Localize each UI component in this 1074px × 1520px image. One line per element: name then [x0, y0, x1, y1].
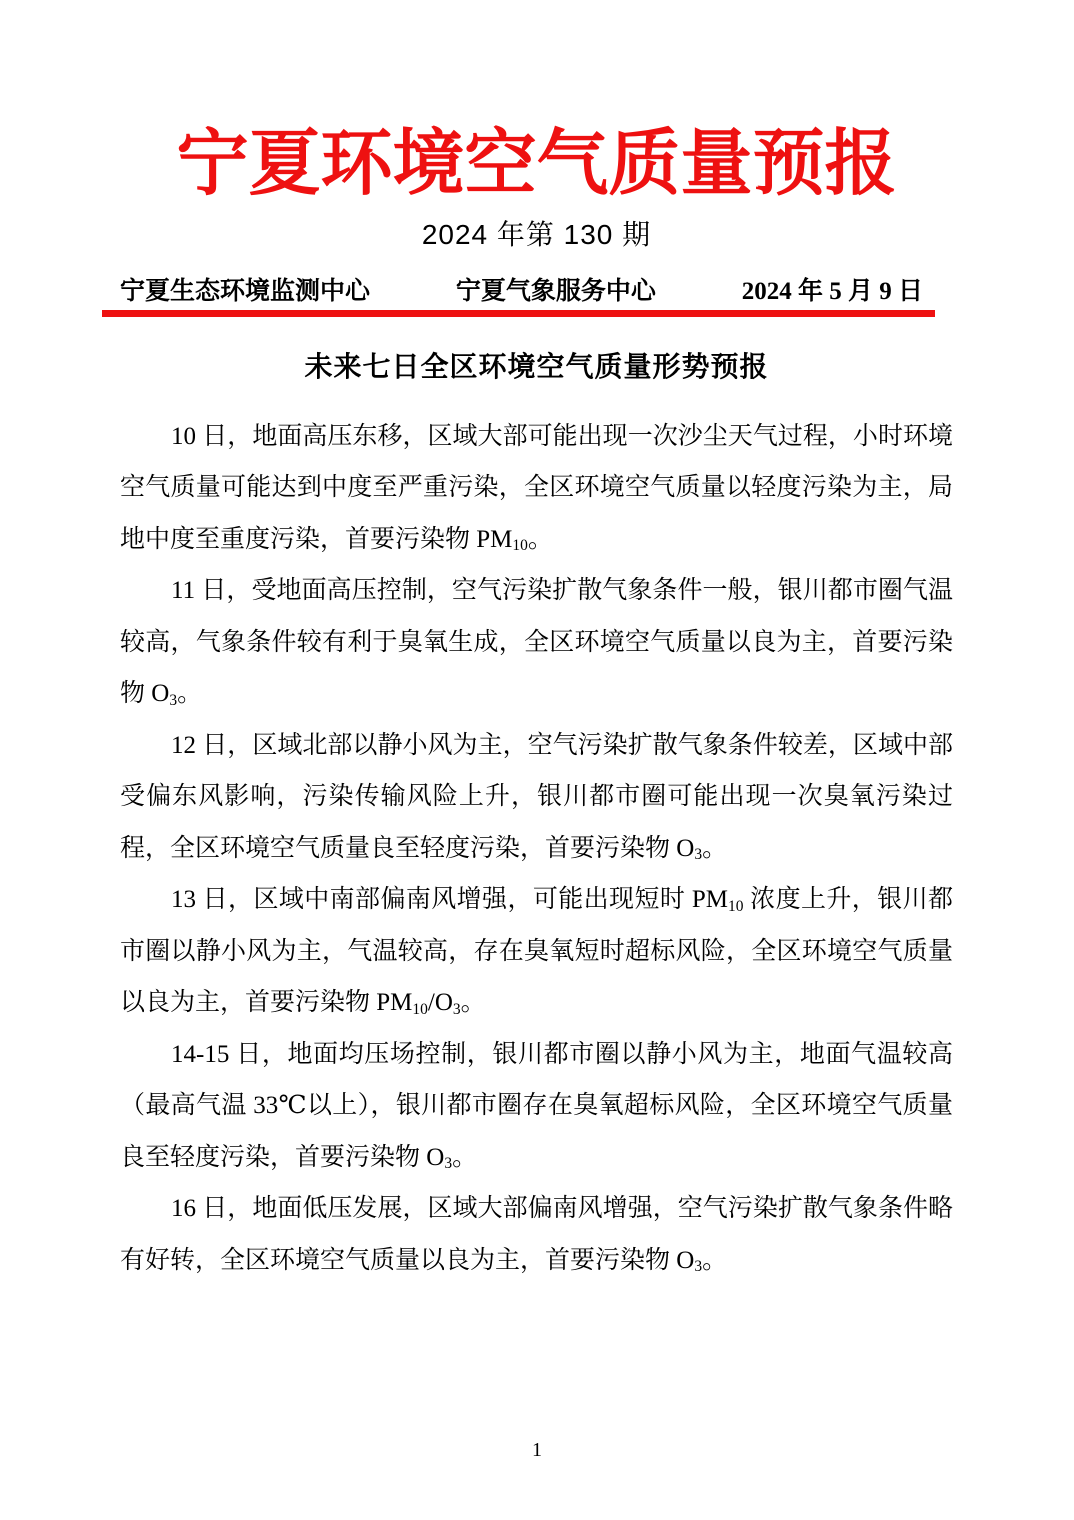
paragraph-text: 。	[702, 834, 728, 862]
pollutant-subscript: 3	[444, 1155, 453, 1173]
pollutant-subscript: 3	[694, 1258, 703, 1276]
header-info-row	[120, 276, 953, 307]
paragraph-text: 。	[452, 1143, 478, 1171]
forecast-paragraph	[120, 565, 953, 720]
paragraph-text: 11 日，受地面高压控制，空气污染扩散气象条件一般，银川都市圈气温较高，气象条件较有利于臭氧生成，全区环境空气质量以良为主，首要污染物 O	[120, 577, 953, 708]
paragraph-text: 16 日，地面低压发展，区域大部偏南风增强，空气污染扩散气象条件略有好转，全区环境空气质量以良为主，首要污染物 O	[120, 1195, 953, 1274]
pollutant-subscript: 10	[512, 537, 528, 555]
pollutant-subscript: 3	[452, 1000, 461, 1018]
paragraph-text: /O	[427, 989, 453, 1017]
paragraph-text: 浓度上升，银川都市圈以静小风为主，气温较高，存在臭氧短时超标风险，全区环境空气质量以良为主，首要污染物 PM	[120, 886, 953, 1017]
paragraph-text: 13 日，区域中南部偏南风增强，可能出现短时 PM	[171, 886, 729, 914]
page-number: 1	[532, 1439, 542, 1461]
pollutant-subscript: 10	[412, 1000, 428, 1018]
forecast-paragraph	[120, 411, 953, 566]
pollutant-subscript: 3	[694, 846, 703, 864]
section-title: 未来七日全区环境空气质量形势预报	[304, 351, 769, 383]
forecast-paragraph	[120, 874, 953, 1029]
issue-date: 2024 年 5 月 9 日	[741, 277, 923, 305]
paragraph-text: 。	[527, 525, 553, 553]
paragraph-text: 12 日，区域北部以静小风为主，空气污染扩散气象条件较差，区域中部受偏东风影响，污染传输风险上升，银川都市圈可能出现一次臭氧污染过程，全区环境空气质量良至轻度污染，首要污染物 O	[120, 731, 953, 862]
paragraph-text: 14-15 日，地面均压场控制，银川都市圈以静小风为主，地面气温较高（最高气温 33℃以上），银川都市圈存在臭氧超标风险，全区环境空气质量良至轻度污染，首要污染物 O	[120, 1040, 953, 1171]
paragraph-text: 。	[460, 989, 486, 1017]
paragraph-text: 。	[177, 680, 203, 708]
forecast-paragraph	[120, 1183, 953, 1286]
org-meteorological-center: 宁夏气象服务中心	[455, 277, 656, 305]
issue-number: 2024 年第 130 期	[421, 219, 652, 250]
forecast-paragraphs	[120, 411, 953, 1287]
forecast-paragraph	[120, 1029, 953, 1184]
pollutant-subscript: 10	[728, 897, 744, 915]
org-monitoring-center: 宁夏生态环境监测中心	[120, 277, 371, 305]
pollutant-subscript: 3	[169, 691, 178, 709]
forecast-paragraph	[120, 720, 953, 875]
header-divider-rule	[102, 310, 935, 317]
document-title: 宁夏环境空气质量预报	[176, 124, 897, 204]
paragraph-text: 。	[702, 1246, 728, 1274]
paragraph-text: 10 日，地面高压东移，区域大部可能出现一次沙尘天气过程，小时环境空气质量可能达到中度至严重污染，全区环境空气质量以轻度污染为主，局地中度至重度污染，首要污染物 PM	[120, 422, 953, 553]
